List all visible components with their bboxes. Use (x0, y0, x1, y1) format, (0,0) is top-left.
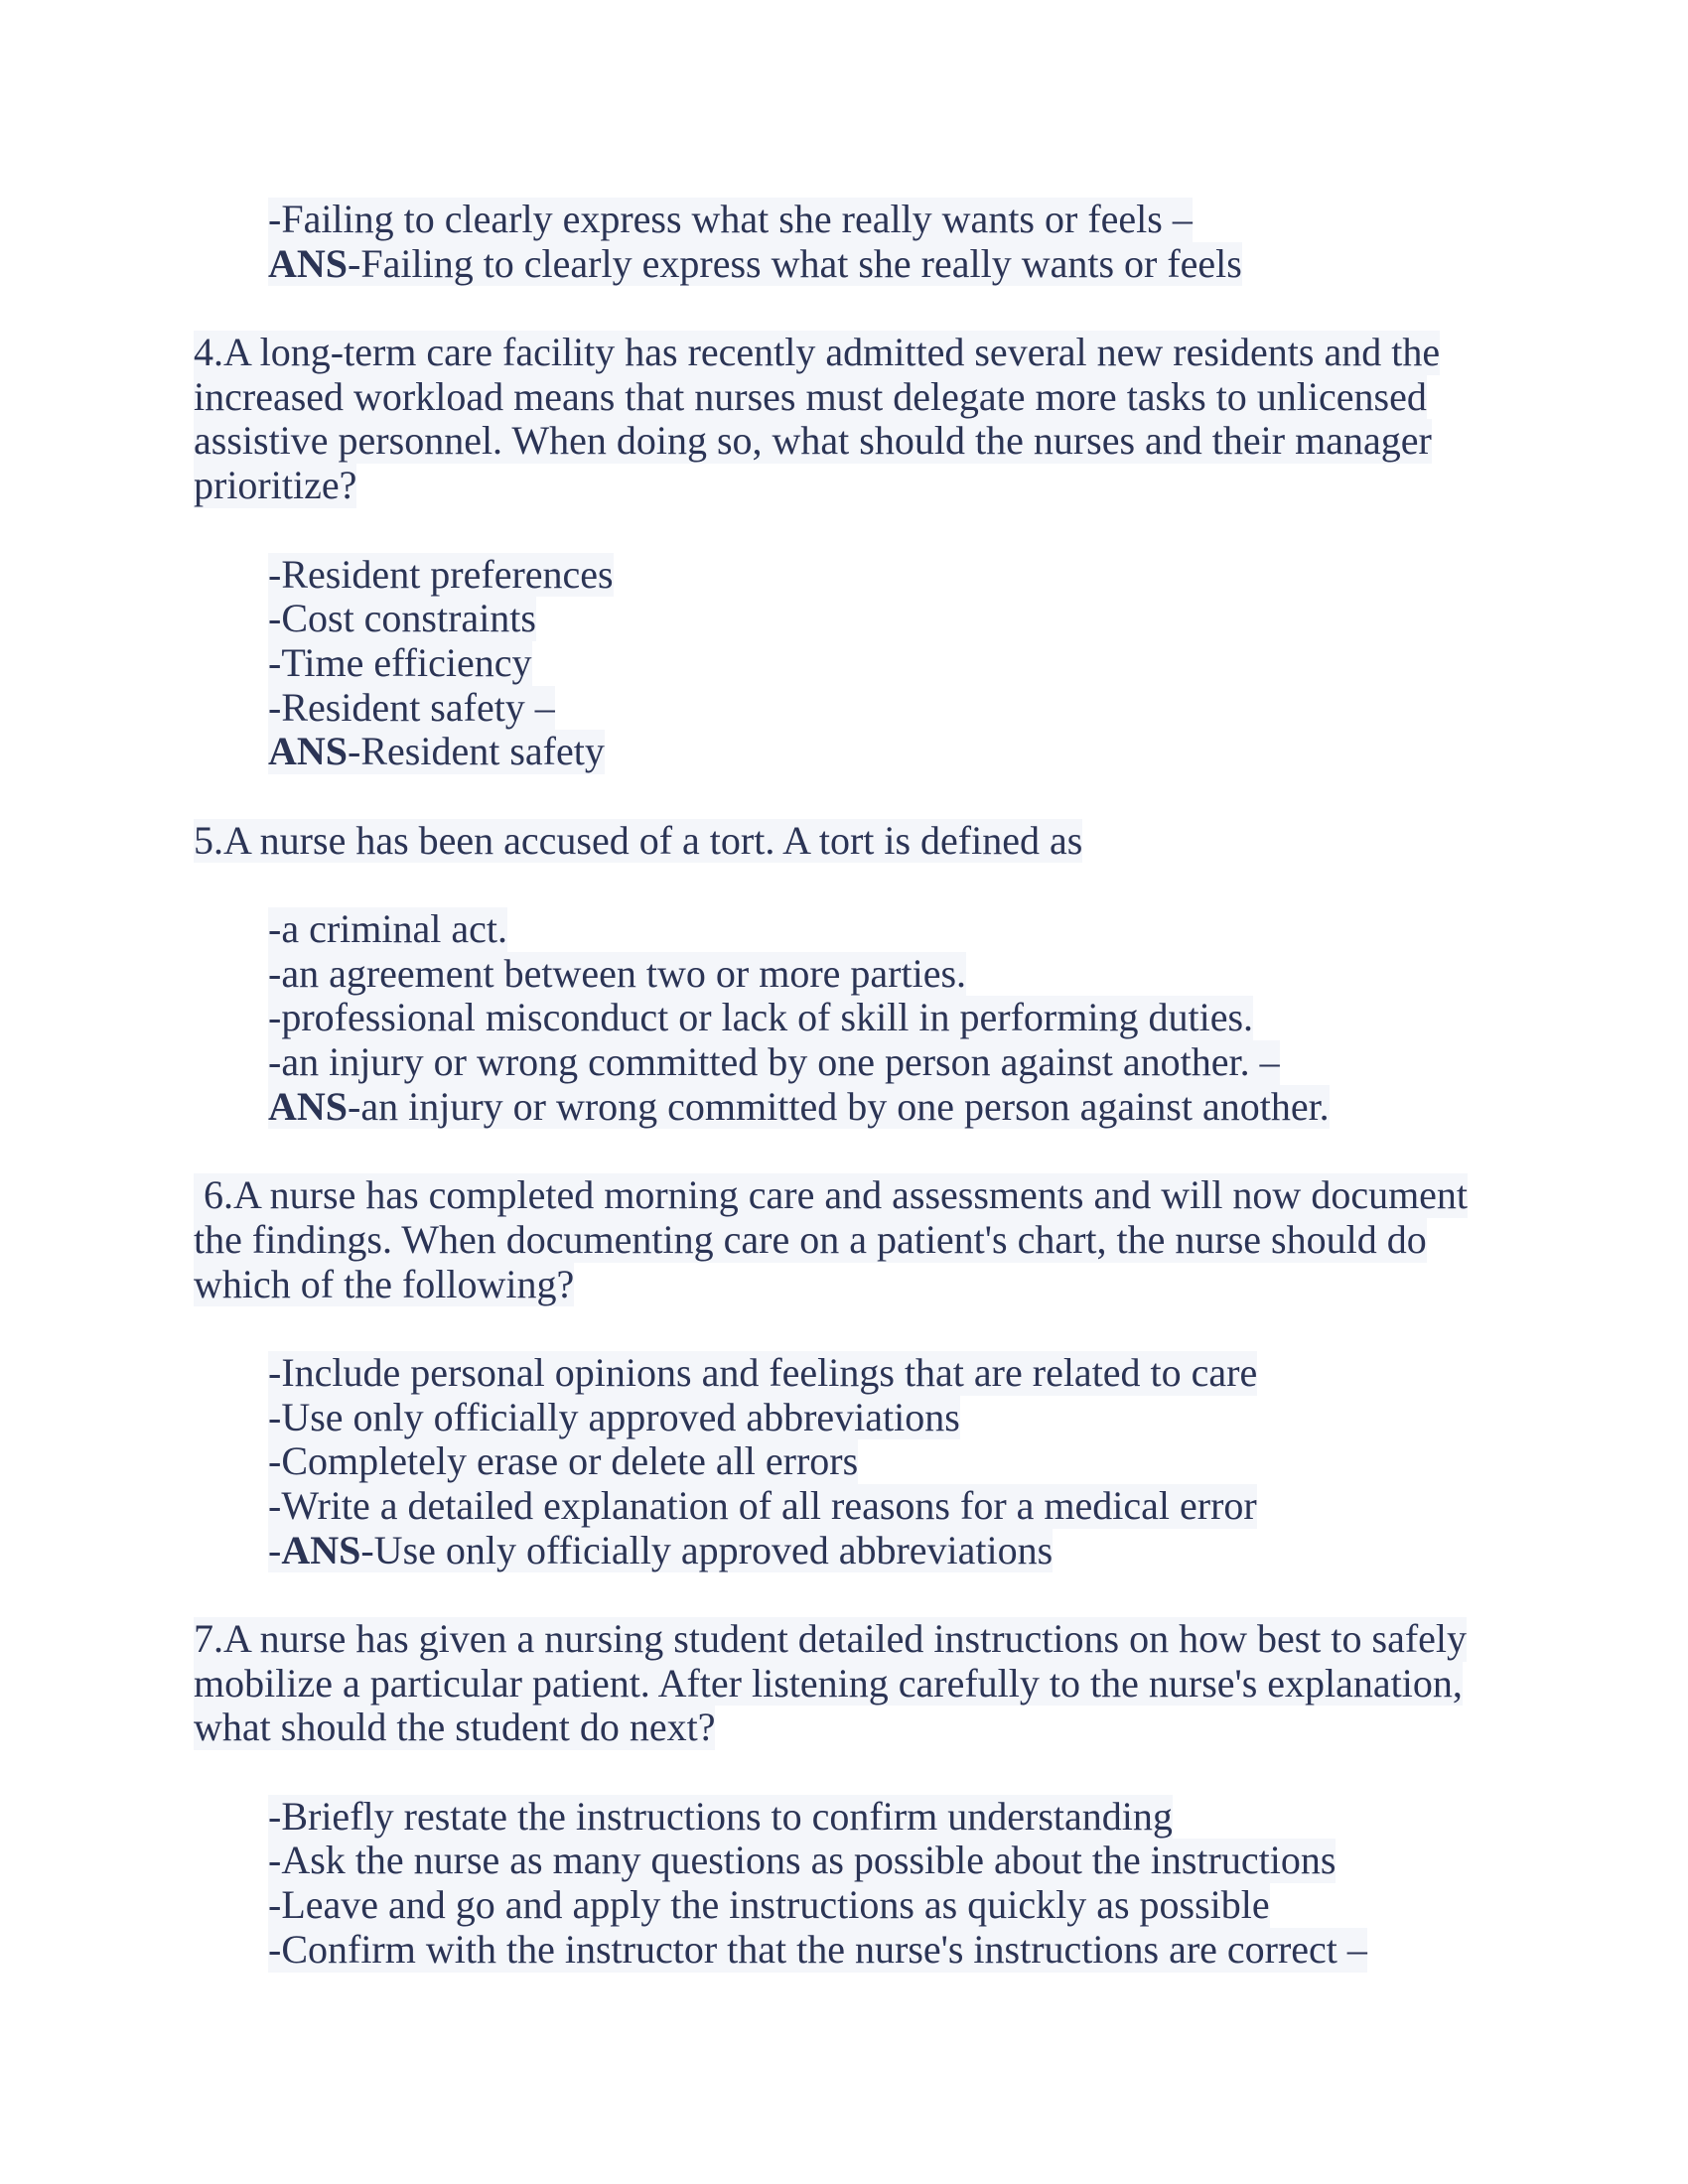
option: -professional misconduct or lack of skill in performing duties. (268, 995, 1254, 1040)
question-7: 7.A nurse has given a nursing student detailed instructions on how best to safely (194, 1616, 1468, 1661)
option: -Cost constraints (268, 596, 536, 641)
answer-text: -Resident safety (348, 729, 605, 774)
option: -Include personal opinions and feelings that are related to care (268, 1349, 1258, 1395)
option: -Briefly restate the instructions to confirm understanding (268, 1793, 1173, 1839)
question-6: 6.A nurse has completed morning care and assessments and will now document (194, 1172, 1469, 1218)
option: -Leave and go and apply the instructions as quickly as possible (268, 1882, 1270, 1928)
answer-text: -Use only officially approved abbreviations (360, 1527, 1054, 1572)
answer-line (0, 730, 1688, 774)
answer-line (0, 1085, 1688, 1130)
option: -Write a detailed explanation of all reasons for a medical error (268, 1482, 1257, 1528)
option: -Confirm with the instructor that the nurse's instructions are correct – (268, 1926, 1367, 1972)
option: -Time efficiency (268, 639, 532, 685)
answer-text: -an injury or wrong committed by one person against another. (348, 1083, 1330, 1129)
ans-label: ANS (268, 240, 349, 286)
option: -an agreement between two or more parties. (268, 950, 967, 996)
document-page (0, 198, 1688, 1973)
answer-line (0, 242, 1688, 287)
question-line: increased workload means that nurses must delegate more tasks to unlicensed (194, 373, 1427, 419)
option: -an injury or wrong committed by one person against another. – (268, 1039, 1280, 1085)
option: -Failing to clearly express what she really wants or feels – (268, 197, 1193, 241)
answer-prefix: - (268, 1527, 282, 1572)
ans-label: ANS (268, 1083, 349, 1129)
question-line: mobilize a particular patient. After listening carefully to the nurse's explanation, (194, 1660, 1463, 1706)
option: -Use only officially approved abbreviations (268, 1394, 960, 1439)
question-line: assistive personnel. When doing so, what should the nurses and their manager (194, 418, 1432, 464)
question-line: prioritize? (194, 463, 357, 508)
option: -Ask the nurse as many questions as possible about the instructions (268, 1838, 1336, 1883)
option: -Resident safety – (268, 684, 555, 730)
answer-text: -Failing to clearly express what she really wants or feels (348, 240, 1242, 286)
ans-label: ANS (281, 1527, 361, 1572)
question-line: the findings. When documenting care on a patient's chart, the nurse should do (194, 1216, 1427, 1262)
question-5: 5.A nurse has been accused of a tort. A tort is defined as (194, 817, 1083, 863)
answer-line (0, 1529, 1688, 1573)
question-4: 4.A long-term care facility has recently admitted several new residents and the (194, 330, 1441, 375)
option: -a criminal act. (268, 906, 507, 951)
question-line: what should the student do next? (194, 1705, 716, 1750)
option: -Resident preferences (268, 551, 614, 597)
question-line: which of the following? (194, 1261, 575, 1306)
ans-label: ANS (268, 729, 349, 774)
option: -Completely erase or delete all errors (268, 1438, 859, 1484)
